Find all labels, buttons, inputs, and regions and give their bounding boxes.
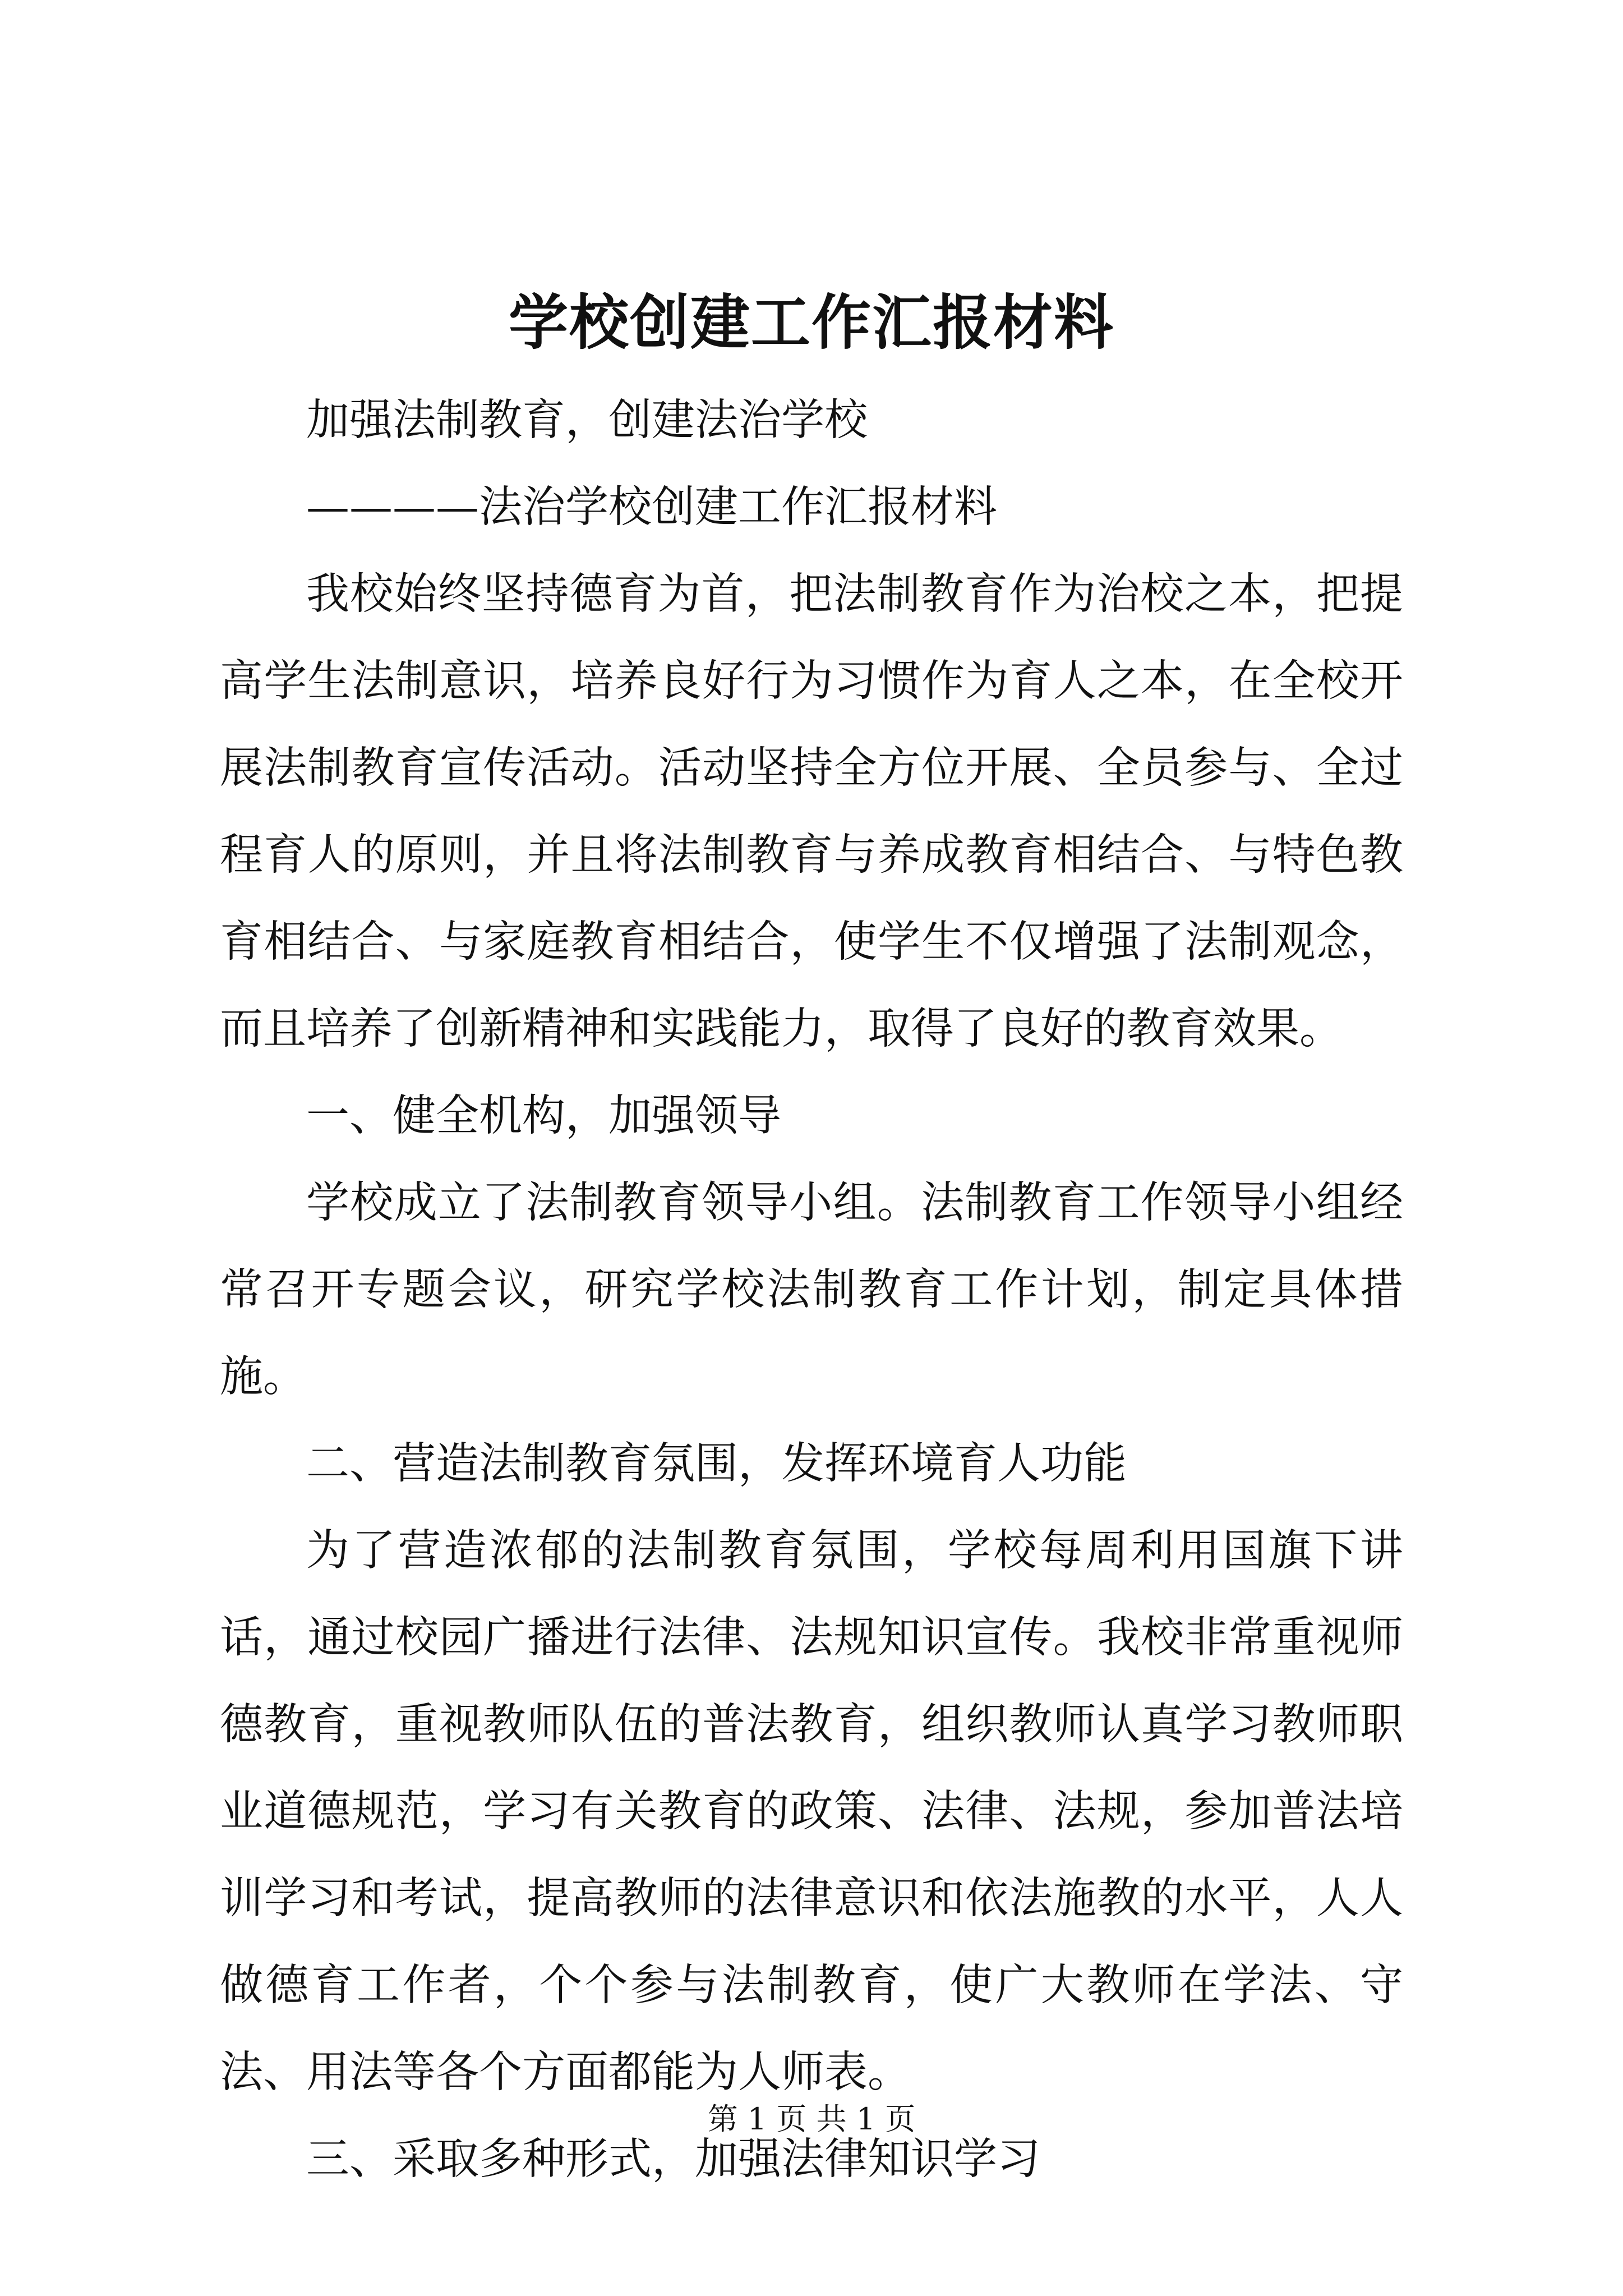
document-body [220,377,1403,2203]
section-heading-2: 二、营造法制教育氛围，发挥环境育人功能 [306,1439,1127,1489]
section-heading-1: 一、健全机构，加强领导 [306,1091,781,1141]
section-heading-3: 三、采取多种形式，加强法律知识学习 [306,2134,1040,2184]
subtitle: 加强法制教育，创建法治学校 [306,395,868,445]
section-1-paragraph: 学校成立了法制教育领导小组。法制教育工作领导小组经常召开专题会议，研究学校法制教育工作计划，制定具体措施。 [220,1178,1403,1402]
document-title: 学校创建工作汇报材料 [509,287,1114,357]
subtitle-dash-line: ————法治学校创建工作汇报材料 [306,482,997,532]
section-2-paragraph: 为了营造浓郁的法制教育氛围，学校每周利用国旗下讲话，通过校园广播进行法律、法规知识宣传。我校非常重视师德教育，重视教师队伍的普法教育，组织教师认真学习教师职业道德规范，学习有关教育的政策、法律、法规，参加普法培训学习和考试，提高教师的法律意识和依法施教的水平，人人做德育工作者，个个参与法制教育，使广大教师在学法、守法、用法等各个方面都能为人师表。 [220,1526,1403,2097]
intro-paragraph: 我校始终坚持德育为首，把法制教育作为治校之本，把提高学生法制意识，培养良好行为习惯作为育人之本，在全校开展法制教育宣传活动。活动坚持全方位开展、全员参与、全过程育人的原则，并且将法制教育与养成教育相结合、与特色教育相结合、与家庭教育相结合，使学生不仅增强了法制观念，而且培养了创新精神和实践能力，取得了良好的教育效果。 [220,569,1403,1054]
page-footer: 第 1 页 共 1 页 [707,2101,916,2137]
